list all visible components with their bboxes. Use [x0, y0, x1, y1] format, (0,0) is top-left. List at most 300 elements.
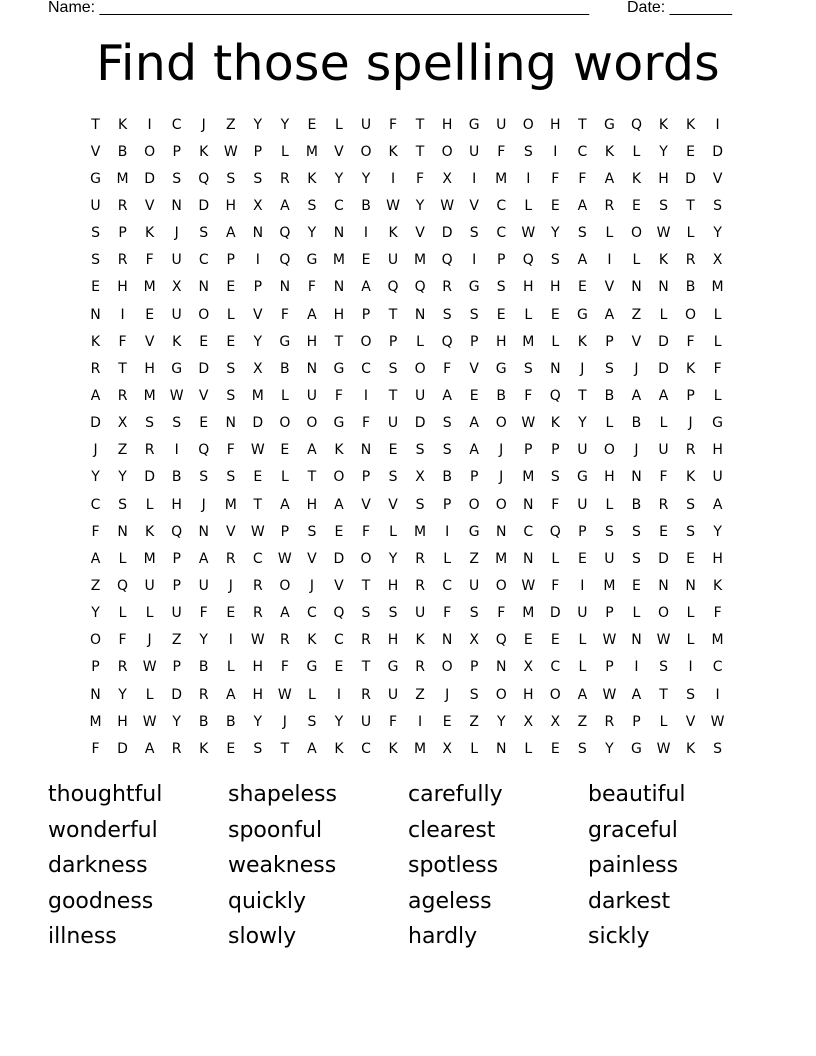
grid-letter: T [578, 116, 587, 133]
grid-letter: O [360, 333, 372, 350]
grid-letter: T [578, 387, 587, 404]
grid-letter: P [253, 143, 263, 160]
grid-letter: R [117, 659, 128, 676]
grid-letter: V [90, 143, 101, 160]
grid-letter: E [469, 387, 479, 404]
grid-letter: E [199, 333, 209, 350]
grid-letter: G [468, 116, 480, 133]
grid-letter: E [550, 306, 560, 323]
grid-letter: Y [496, 713, 506, 730]
grid-letter: D [658, 333, 669, 350]
grid-letter: M [143, 387, 156, 404]
grid-letter: J [201, 116, 206, 133]
grid-letter: L [226, 306, 235, 323]
grid-letter: W [250, 632, 265, 649]
grid-letter: L [524, 197, 533, 214]
grid-letter: N [252, 225, 264, 242]
grid-letter: X [442, 170, 452, 187]
grid-letter: Q [522, 252, 534, 269]
grid-letter: N [279, 279, 291, 296]
grid-letter: F [659, 469, 668, 486]
grid-letter: S [145, 415, 155, 432]
grid-letter: N [198, 279, 209, 296]
grid-letter: K [388, 225, 398, 242]
grid-letter: P [253, 279, 263, 296]
grid-letter: E [388, 442, 398, 459]
grid-letter: P [388, 333, 398, 350]
grid-letter: T [388, 387, 398, 404]
grid-letter: S [686, 686, 695, 703]
grid-letter: I [390, 170, 396, 187]
grid-letter: Z [225, 116, 236, 133]
grid-letter: Y [307, 225, 317, 242]
grid-letter: U [469, 143, 480, 160]
grid-letter: Y [91, 469, 100, 486]
grid-letter: I [688, 659, 693, 676]
grid-letter: M [522, 605, 535, 622]
grid-letter: Q [333, 605, 345, 622]
grid-letter: O [657, 605, 670, 622]
grid-letter: G [171, 360, 183, 377]
grid-letter: K [145, 523, 155, 540]
grid-letter: O [198, 306, 210, 323]
grid-letter: K [199, 740, 209, 757]
header-fields [48, 0, 748, 19]
grid-letter: F [361, 415, 371, 432]
grid-letter: S [388, 469, 398, 486]
grid-letter: R [415, 550, 425, 567]
grid-letter: L [145, 686, 154, 703]
word-list-item: hardly [408, 924, 478, 949]
grid-letter: I [336, 686, 342, 703]
grid-letter: G [333, 360, 345, 377]
grid-letter: I [526, 170, 531, 187]
grid-letter: L [632, 605, 641, 622]
grid-letter: L [416, 333, 424, 350]
grid-letter: O [549, 686, 561, 703]
grid-letter: K [388, 143, 398, 160]
grid-letter: E [550, 197, 560, 214]
grid-letter: B [225, 713, 236, 730]
grid-letter: E [577, 550, 587, 567]
grid-letter: U [469, 577, 480, 594]
grid-letter: N [658, 577, 669, 594]
grid-letter: K [334, 442, 344, 459]
grid-letter: C [361, 740, 371, 757]
grid-letter: E [226, 605, 236, 622]
grid-letter: S [415, 442, 425, 459]
grid-letter: O [306, 415, 318, 432]
grid-letter: I [228, 632, 233, 649]
grid-letter: F [443, 360, 452, 377]
grid-letter: P [361, 306, 371, 323]
grid-letter: U [360, 116, 372, 133]
grid-letter: L [118, 550, 127, 567]
grid-letter: L [389, 523, 397, 540]
grid-letter: W [656, 632, 671, 649]
grid-letter: U [577, 496, 588, 513]
grid-letter: U [171, 605, 182, 622]
grid-letter: P [605, 605, 614, 622]
grid-letter: G [306, 659, 318, 676]
grid-letter: M [414, 740, 427, 757]
grid-letter: U [90, 197, 101, 214]
grid-letter: T [361, 659, 371, 676]
grid-letter: H [550, 116, 561, 133]
grid-letter: A [334, 496, 344, 513]
grid-letter: S [199, 225, 209, 242]
grid-letter: Y [659, 143, 668, 160]
grid-letter: I [472, 252, 477, 269]
grid-letter: E [550, 632, 560, 649]
grid-letter: S [686, 496, 695, 513]
grid-letter: I [445, 523, 450, 540]
word-list-item: wonderful [48, 817, 158, 843]
grid-letter: P [91, 659, 100, 676]
grid-letter: N [414, 306, 426, 323]
grid-letter: R [171, 740, 182, 757]
grid-letter: C [496, 225, 507, 242]
grid-letter: M [495, 170, 508, 187]
grid-letter: N [90, 686, 101, 703]
grid-letter: M [522, 469, 535, 486]
grid-letter: A [442, 387, 452, 404]
grid-letter: L [145, 605, 154, 622]
grid-letter: R [604, 197, 615, 214]
grid-letter: L [524, 740, 533, 757]
grid-letter: H [495, 333, 507, 350]
grid-letter: J [93, 442, 98, 459]
grid-letter: Y [551, 225, 560, 242]
grid-letter: W [277, 686, 292, 703]
grid-letter: V [307, 550, 317, 567]
grid-letter: H [523, 686, 534, 703]
grid-letter: I [255, 252, 260, 269]
grid-letter: A [225, 225, 236, 242]
grid-letter: H [712, 442, 723, 459]
grid-letter: A [90, 550, 101, 567]
grid-letter: J [580, 360, 585, 377]
grid-letter: D [198, 197, 210, 214]
word-list-item: graceful [588, 817, 678, 843]
grid-letter: P [226, 252, 235, 269]
grid-letter: F [713, 605, 722, 622]
grid-letter: P [551, 442, 560, 459]
grid-letter: T [280, 740, 290, 757]
grid-letter: M [522, 333, 535, 350]
grid-letter: A [198, 550, 209, 567]
grid-letter: K [334, 740, 344, 757]
grid-letter: O [495, 577, 507, 594]
grid-letter: H [306, 333, 318, 350]
grid-letter: T [686, 197, 695, 214]
letter-grid [82, 111, 731, 762]
grid-letter: V [361, 496, 371, 513]
grid-letter: W [602, 686, 617, 703]
grid-letter: N [306, 360, 318, 377]
grid-letter: F [334, 387, 343, 404]
grid-letter: M [414, 523, 427, 540]
grid-letter: C [334, 197, 344, 214]
grid-letter: O [279, 577, 291, 594]
grid-letter: E [226, 279, 236, 296]
grid-letter: S [713, 740, 723, 757]
grid-letter: F [713, 360, 722, 377]
word-list-item: thoughtful [48, 782, 163, 807]
grid-letter: E [659, 523, 668, 540]
grid-letter: G [712, 415, 724, 432]
grid-letter: E [253, 469, 263, 486]
grid-letter: O [603, 442, 615, 459]
grid-letter: S [307, 523, 317, 540]
grid-letter: N [90, 306, 101, 323]
grid-letter: F [118, 333, 127, 350]
grid-letter: D [117, 740, 128, 757]
grid-letter: W [250, 523, 265, 540]
grid-letter: V [631, 333, 642, 350]
grid-letter: U [171, 252, 182, 269]
grid-letter: U [171, 306, 182, 323]
grid-letter: Z [415, 686, 425, 703]
grid-letter: C [361, 360, 371, 377]
grid-letter: Z [469, 713, 479, 730]
grid-letter: O [441, 659, 453, 676]
grid-letter: L [686, 605, 695, 622]
grid-letter: H [306, 496, 318, 513]
grid-letter: I [634, 659, 639, 676]
grid-letter: R [415, 659, 425, 676]
grid-letter: J [174, 225, 179, 242]
grid-letter: S [550, 252, 560, 269]
grid-letter: T [361, 577, 371, 594]
grid-letter: W [142, 713, 157, 730]
grid-letter: W [602, 632, 617, 649]
grid-letter: N [225, 415, 236, 432]
grid-letter: Y [713, 523, 722, 540]
grid-letter: S [496, 279, 506, 296]
grid-letter: I [607, 252, 612, 269]
grid-letter: W [656, 740, 671, 757]
grid-letter: U [496, 116, 507, 133]
grid-letter: X [550, 713, 561, 730]
grid-letter: F [551, 170, 560, 187]
grid-letter: G [468, 279, 480, 296]
grid-letter: P [524, 442, 533, 459]
grid-letter: X [415, 469, 425, 486]
grid-letter: X [442, 740, 452, 757]
grid-letter: K [631, 170, 642, 187]
grid-letter: G [387, 659, 399, 676]
grid-letter: T [415, 143, 425, 160]
grid-letter: J [634, 442, 639, 459]
grid-letter: L [686, 632, 695, 649]
grid-letter: P [118, 225, 127, 242]
grid-letter: L [605, 415, 614, 432]
grid-letter: L [145, 496, 154, 513]
grid-letter: S [659, 197, 668, 214]
grid-letter: Y [253, 116, 263, 133]
grid-letter: Y [361, 170, 371, 187]
grid-letter: K [307, 632, 317, 649]
grid-letter: K [172, 333, 182, 350]
grid-letter: A [658, 387, 669, 404]
grid-letter: F [91, 740, 100, 757]
grid-letter: R [279, 632, 290, 649]
grid-letter: E [632, 577, 641, 594]
grid-letter: F [497, 605, 506, 622]
grid-letter: D [333, 550, 345, 567]
grid-letter: Z [631, 306, 642, 323]
grid-letter: L [280, 387, 289, 404]
grid-letter: D [414, 415, 426, 432]
grid-letter: S [713, 197, 723, 214]
grid-letter: W [521, 415, 536, 432]
grid-letter: A [712, 496, 723, 513]
grid-letter: B [442, 469, 452, 486]
grid-letter: K [604, 143, 614, 160]
grid-letter: K [307, 170, 317, 187]
grid-letter: H [252, 659, 264, 676]
grid-letter: E [632, 197, 641, 214]
grid-letter: R [604, 713, 615, 730]
grid-letter: K [550, 415, 560, 432]
grid-letter: Y [253, 713, 263, 730]
grid-letter: P [280, 523, 290, 540]
word-list-item: painless [588, 853, 679, 878]
grid-letter: I [363, 387, 369, 404]
grid-letter: L [470, 740, 479, 757]
grid-letter: F [226, 442, 235, 459]
grid-letter: J [282, 713, 287, 730]
grid-letter: I [715, 116, 720, 133]
grid-letter: E [496, 306, 506, 323]
grid-letter: Y [334, 713, 344, 730]
grid-letter: F [389, 713, 398, 730]
grid-letter: L [280, 143, 289, 160]
grid-letter: G [631, 740, 642, 757]
grid-letter: R [685, 252, 696, 269]
grid-letter: S [469, 686, 479, 703]
grid-letter: P [469, 469, 479, 486]
word-list-item: spotless [408, 853, 499, 878]
grid-letter: S [118, 496, 128, 513]
grid-letter: V [144, 333, 155, 350]
grid-letter: L [632, 143, 641, 160]
grid-letter: R [117, 252, 128, 269]
grid-letter: U [387, 415, 399, 432]
grid-letter: I [147, 116, 152, 133]
grid-letter: U [306, 387, 318, 404]
grid-letter: S [442, 442, 452, 459]
grid-letter: P [172, 550, 181, 567]
grid-letter: B [685, 279, 696, 296]
word-list-item: weakness [228, 853, 337, 878]
grid-letter: L [713, 306, 722, 323]
grid-letter: D [90, 415, 101, 432]
grid-letter: M [224, 496, 237, 513]
grid-letter: X [469, 632, 479, 649]
word-list-item: ageless [408, 888, 492, 914]
grid-letter: N [117, 523, 128, 540]
grid-letter: I [120, 306, 125, 323]
grid-letter: R [117, 197, 128, 214]
grid-letter: N [685, 577, 696, 594]
grid-letter: N [631, 469, 642, 486]
grid-letter: U [414, 387, 426, 404]
grid-letter: S [91, 252, 100, 269]
grid-letter: L [578, 659, 587, 676]
grid-letter: K [685, 469, 696, 486]
grid-letter: P [632, 713, 641, 730]
grid-letter: M [143, 279, 156, 296]
grid-letter: K [577, 333, 587, 350]
grid-letter: M [143, 550, 156, 567]
grid-letter: Q [198, 442, 210, 459]
grid-letter: L [713, 387, 722, 404]
grid-letter: B [198, 659, 209, 676]
grid-letter: S [604, 360, 614, 377]
grid-letter: V [198, 387, 209, 404]
grid-letter: B [604, 387, 615, 404]
grid-letter: E [226, 740, 236, 757]
grid-letter: Q [198, 170, 210, 187]
grid-letter: K [117, 116, 128, 133]
grid-letter: R [361, 632, 371, 649]
grid-letter: L [307, 686, 316, 703]
grid-letter: C [198, 252, 209, 269]
grid-letter: R [252, 605, 263, 622]
grid-letter: Y [713, 225, 722, 242]
grid-letter: J [201, 496, 206, 513]
grid-letter: M [711, 632, 724, 649]
grid-letter: E [550, 740, 560, 757]
grid-letter: A [631, 387, 642, 404]
grid-letter: A [280, 496, 290, 513]
grid-letter: K [658, 116, 669, 133]
grid-letter: E [145, 306, 155, 323]
word-list-item: goodness [48, 888, 154, 914]
grid-letter: S [632, 550, 641, 567]
grid-letter: B [198, 713, 209, 730]
grid-letter: V [225, 523, 236, 540]
grid-letter: J [634, 360, 639, 377]
grid-letter: V [334, 577, 344, 594]
grid-letter: N [658, 279, 669, 296]
grid-letter: A [577, 252, 588, 269]
grid-letter: I [472, 170, 477, 187]
grid-letter: W [710, 713, 725, 730]
grid-letter: B [361, 197, 371, 214]
grid-letter: X [117, 415, 128, 432]
grid-letter: E [199, 415, 209, 432]
grid-letter: N [495, 659, 507, 676]
grid-letter: M [495, 550, 508, 567]
grid-letter: P [469, 333, 479, 350]
grid-letter: E [334, 523, 344, 540]
grid-letter: C [252, 550, 263, 567]
grid-letter: B [631, 415, 642, 432]
grid-letter: U [360, 713, 372, 730]
grid-letter: Q [441, 252, 453, 269]
word-list-item: quickly [228, 888, 306, 914]
grid-letter: V [253, 306, 263, 323]
grid-letter: F [524, 387, 533, 404]
grid-letter: M [89, 713, 102, 730]
grid-letter: C [334, 632, 344, 649]
grid-letter: N [333, 225, 345, 242]
grid-letter: F [416, 170, 425, 187]
grid-letter: N [631, 279, 642, 296]
